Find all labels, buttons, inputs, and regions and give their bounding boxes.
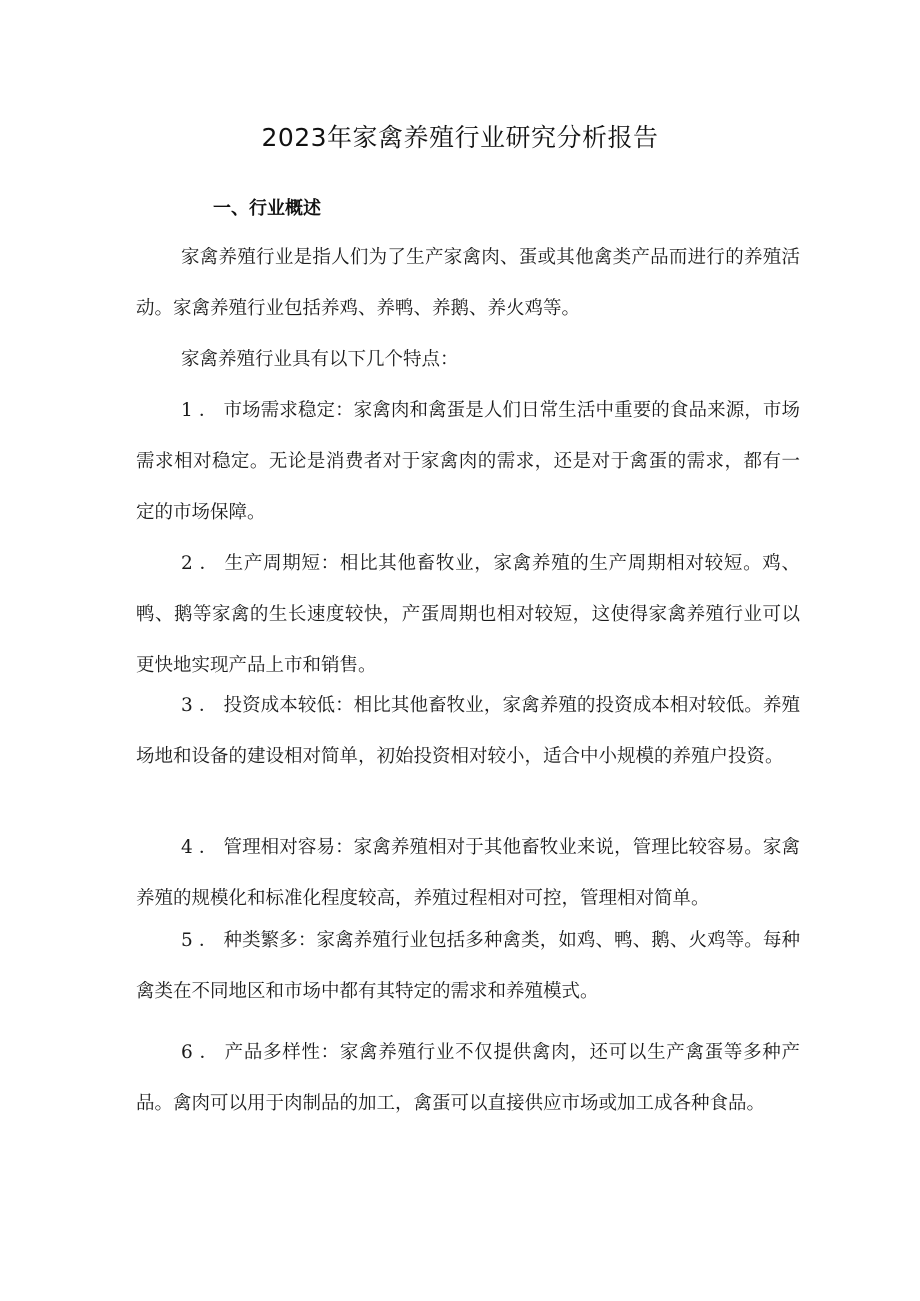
feature-item-text: 生产周期短：相比其他畜牧业，家禽养殖的生产周期相对较短。鸡、鸭、鹅等家禽的生长速度较快，产蛋周期也相对较短，这使得家禽养殖行业可以更快地实现产品上市和销售。 bbox=[136, 553, 800, 676]
feature-item-text: 产品多样性：家禽养殖行业不仅提供禽肉，还可以生产禽蛋等多种产品。禽肉可以用于肉制品的加工，禽蛋可以直接供应市场或加工成各种食品。 bbox=[136, 1042, 800, 1114]
features-intro-paragraph: 家禽养殖行业具有以下几个特点： bbox=[181, 349, 459, 370]
feature-item-4 bbox=[136, 822, 800, 924]
feature-item-3 bbox=[136, 680, 800, 782]
feature-item-number: 4． bbox=[181, 837, 224, 858]
feature-item-5 bbox=[136, 915, 800, 1017]
feature-item-number: 5． bbox=[181, 930, 224, 951]
feature-item-2 bbox=[136, 538, 800, 691]
feature-item-1 bbox=[136, 385, 800, 538]
feature-item-text: 管理相对容易：家禽养殖相对于其他畜牧业来说，管理比较容易。家禽养殖的规模化和标准化程度较高，养殖过程相对可控，管理相对简单。 bbox=[136, 837, 800, 909]
document-title: 2023年家禽养殖行业研究分析报告 bbox=[261, 123, 659, 152]
section-heading: 一、行业概述 bbox=[213, 198, 321, 219]
feature-item-6 bbox=[136, 1027, 800, 1129]
feature-item-text: 种类繁多：家禽养殖行业包括多种禽类，如鸡、鸭、鹅、火鸡等。每种禽类在不同地区和市场中都有其特定的需求和养殖模式。 bbox=[136, 930, 800, 1002]
intro-paragraph: 家禽养殖行业是指人们为了生产家禽肉、蛋或其他禽类产品而进行的养殖活动。家禽养殖行业包括养鸡、养鸭、养鹅、养火鸡等。 bbox=[136, 247, 800, 319]
feature-item-number: 6． bbox=[181, 1042, 225, 1063]
feature-item-number: 3． bbox=[181, 695, 224, 716]
feature-item-text: 市场需求稳定：家禽肉和禽蛋是人们日常生活中重要的食品来源，市场需求相对稳定。无论是消费者对于家禽肉的需求，还是对于禽蛋的需求，都有一定的市场保障。 bbox=[136, 400, 800, 523]
feature-item-number: 1． bbox=[181, 400, 224, 421]
feature-item-number: 2． bbox=[181, 553, 225, 574]
feature-item-text: 投资成本较低：相比其他畜牧业，家禽养殖的投资成本相对较低。养殖场地和设备的建设相对简单，初始投资相对较小，适合中小规模的养殖户投资。 bbox=[136, 695, 800, 767]
